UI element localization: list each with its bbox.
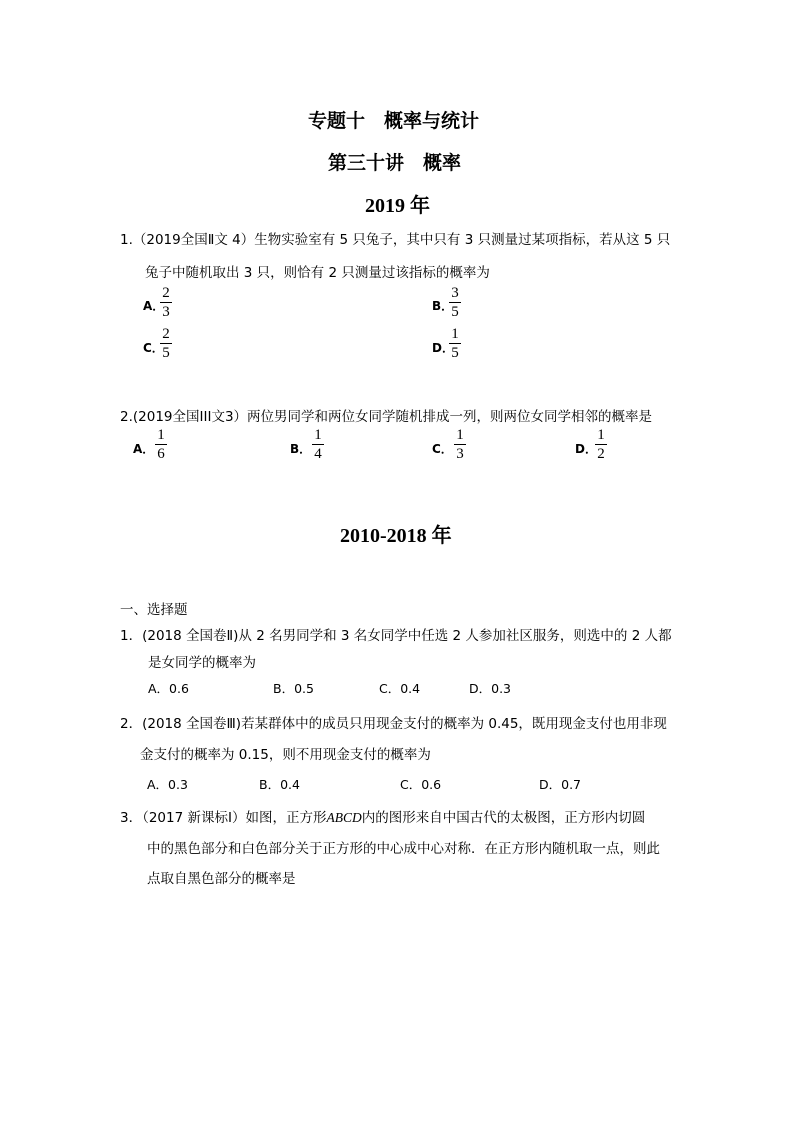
year-range-heading: 2010-2018 年	[340, 525, 452, 547]
fraction	[595, 427, 607, 462]
numerator: 3	[451, 285, 459, 301]
qr-3-line3: 点取自黑色部分的概率是	[147, 871, 296, 887]
fraction-bar	[454, 444, 466, 445]
denominator: 5	[451, 304, 459, 320]
option-label: D．	[575, 442, 597, 456]
option-label: D．	[432, 341, 454, 355]
qr-1-line1: 1．(2018 全国卷Ⅱ)从 2 名男同学和 3 名女同学中任选 2 人参加社区服务，则选中的 2 人都	[120, 628, 672, 644]
fraction	[454, 427, 466, 462]
numerator: 1	[451, 326, 459, 342]
fraction-bar	[160, 343, 172, 344]
qr-1-option-d[interactable]: D．0.3	[469, 681, 512, 696]
numerator: 1	[157, 427, 165, 443]
numerator: 1	[456, 427, 464, 443]
option-label: B．	[290, 442, 312, 456]
qr-1-option-a[interactable]: A．0.6	[148, 681, 189, 696]
qr-2-option-c[interactable]: C．0.6	[400, 777, 442, 792]
option-label: A．	[133, 442, 155, 456]
denominator: 2	[597, 446, 605, 462]
year-2019-heading: 2019 年	[365, 195, 430, 217]
fraction-bar	[449, 343, 461, 344]
topic-title: 专题十 概率与统计	[308, 110, 480, 132]
fraction-bar	[449, 302, 461, 303]
qr-2-line1: 2．(2018 全国卷Ⅲ)若某群体中的成员只用现金支付的概率为 0.45，既用现金支付也用非现	[120, 716, 667, 732]
square-label-abcd: ABCD	[326, 810, 362, 825]
denominator: 3	[162, 304, 170, 320]
numerator: 1	[314, 427, 322, 443]
qr-2-option-a[interactable]: A．0.3	[147, 777, 188, 792]
fraction	[312, 427, 324, 462]
fraction-bar	[160, 302, 172, 303]
denominator: 4	[314, 446, 322, 462]
fraction	[155, 427, 167, 462]
denominator: 5	[162, 345, 170, 361]
denominator: 3	[456, 446, 464, 462]
qr-1-option-c[interactable]: C．0.4	[379, 681, 421, 696]
lecture-title: 第三十讲 概率	[328, 152, 462, 174]
option-label: C．	[143, 341, 164, 355]
fraction	[449, 326, 461, 361]
option-label: A．	[143, 299, 165, 313]
denominator: 6	[157, 446, 165, 462]
fraction	[160, 326, 172, 361]
qr-2-line2: 金支付的概率为 0.15，则不用现金支付的概率为	[140, 747, 431, 763]
q2019-1-line1: 1.（2019全国Ⅱ文 4）生物实验室有 5 只兔子，其中只有 3 只测量过某项指标，若从这 5 只	[120, 232, 671, 248]
q2019-1-line2: 兔子中随机取出 3 只，则恰有 2 只测量过该指标的概率为	[145, 265, 490, 281]
q2019-2-line1: 2.(2019全国III文3）两位男同学和两位女同学随机排成一列，则两位女同学相邻的概率是	[120, 409, 653, 425]
qr-1-line2: 是女同学的概率为	[148, 655, 256, 671]
qr-3-line1	[120, 806, 645, 826]
qr-1-option-b[interactable]: B．0.5	[273, 681, 314, 696]
qr-2-option-d[interactable]: D．0.7	[539, 777, 582, 792]
qr-2-option-b[interactable]: B．0.4	[259, 777, 300, 792]
fraction-bar	[312, 444, 324, 445]
fraction	[449, 285, 461, 320]
numerator: 2	[162, 285, 170, 301]
fraction-bar	[595, 444, 607, 445]
fraction-bar	[155, 444, 167, 445]
qr-3-line1-post: 内的图形来自中国古代的太极图，正方形内切圆	[361, 810, 646, 826]
numerator: 1	[597, 427, 605, 443]
section-heading-choice: 一、选择题	[120, 602, 188, 618]
option-label: B．	[432, 299, 454, 313]
fraction	[160, 285, 172, 320]
option-label: C．	[432, 442, 453, 456]
qr-3-line2: 中的黑色部分和白色部分关于正方形的中心成中心对称．在正方形内随机取一点，则此	[147, 841, 660, 857]
denominator: 5	[451, 345, 459, 361]
numerator: 2	[162, 326, 170, 342]
qr-3-line1-pre: 3．（2017 新课标Ⅰ）如图，正方形	[120, 810, 327, 826]
